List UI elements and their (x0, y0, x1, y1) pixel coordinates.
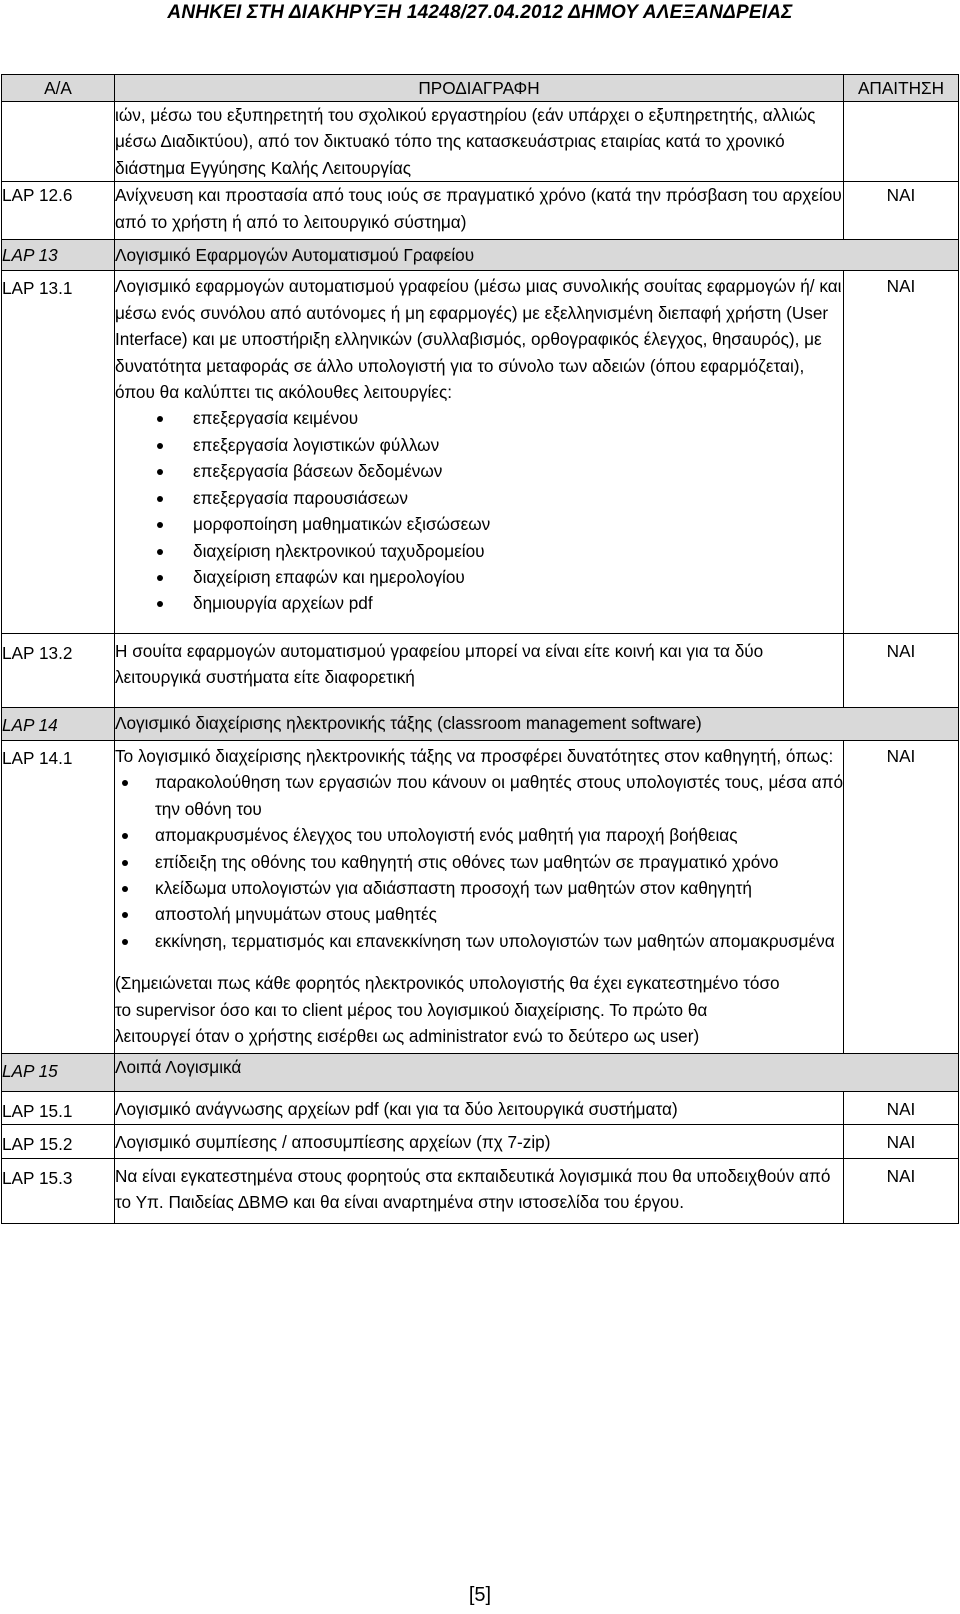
list-item: δημιουργία αρχείων pdf (115, 590, 843, 616)
section-title: Λογισμικό διαχείρισης ηλεκτρονικής τάξης (classroom management software) (115, 707, 959, 740)
list-item: διαχείριση ηλεκτρονικού ταχυδρομείου (115, 538, 843, 564)
row-description-text: Το λογισμικό διαχείρισης ηλεκτρονικής τάξης να προσφέρει δυνατότητες στον καθηγητή, όπως: (115, 745, 834, 766)
section-id: LAP 15 (2, 1054, 115, 1091)
table-row (2, 102, 959, 182)
row-id: LAP 12.6 (2, 182, 115, 240)
list-item: επεξεργασία παρουσιάσεων (115, 485, 843, 511)
table-row (2, 633, 959, 707)
row-id: LAP 14.1 (2, 740, 115, 1053)
table-row (2, 1125, 959, 1158)
row-description: Ανίχνευση και προστασία από τους ιούς σε πραγματικό χρόνο (κατά την πρόσβαση του αρχείου από το χρήστη ή από το λειτουργικό σύστημα) (115, 182, 844, 240)
row-requirement: ΝΑΙ (844, 740, 959, 1053)
column-header-requirement: ΑΠΑΙΤΗΣΗ (844, 75, 959, 102)
column-header-id: Α/Α (2, 75, 115, 102)
section-row (2, 240, 959, 271)
table-row (2, 271, 959, 633)
row-description: Η σουίτα εφαρμογών αυτοματισμού γραφείου μπορεί να είναι είτε κοινή και για τα δύο λειτουργικά συστήματα είτε διαφορετική (115, 633, 844, 707)
table-header-row (2, 75, 959, 102)
row-requirement: ΝΑΙ (844, 182, 959, 240)
row-description: Λογισμικό ανάγνωσης αρχείων pdf (και για τα δύο λειτουργικά συστήματα) (115, 1091, 844, 1124)
list-item: επεξεργασία λογιστικών φύλλων (115, 432, 843, 458)
section-title: Λοιπά Λογισμικά (115, 1054, 959, 1091)
section-title: Λογισμικό Εφαρμογών Αυτοματισμού Γραφείου (115, 240, 959, 271)
specification-table (1, 74, 959, 1224)
row-requirement: ΝΑΙ (844, 633, 959, 707)
list-item: επεξεργασία βάσεων δεδομένων (115, 458, 843, 484)
row-id (2, 102, 115, 182)
section-id: LAP 14 (2, 707, 115, 740)
list-item: εκκίνηση, τερματισμός και επανεκκίνηση των υπολογιστών των μαθητών απομακρυσμένα (115, 928, 843, 954)
section-row (2, 1054, 959, 1091)
list-item: αποστολή μηνυμάτων στους μαθητές (115, 901, 843, 927)
column-header-spec: ΠΡΟΔΙΑΓΡΑΦΗ (115, 75, 844, 102)
row-id: LAP 15.1 (2, 1091, 115, 1124)
row-description: Να είναι εγκατεστημένα στους φορητούς στα εκπαιδευτικά λογισμικά που θα υποδειχθούν από το Υπ. Παιδείας ΔΒΜΘ και θα είναι αναρτημένα στην ιστοσελίδα του έργου. (115, 1158, 844, 1224)
table-row (2, 1158, 959, 1224)
row-description: Λογισμικό συμπίεσης / αποσυμπίεσης αρχείων (πχ 7-zip) (115, 1125, 844, 1158)
row-requirement: ΝΑΙ (844, 1125, 959, 1158)
row-description (115, 740, 844, 1053)
list-item: κλείδωμα υπολογιστών για αδιάσπαστη προσοχή των μαθητών στον καθηγητή (115, 875, 843, 901)
list-item: μορφοποίηση μαθηματικών εξισώσεων (115, 511, 843, 537)
row-description: ιών, μέσω του εξυπηρετητή του σχολικού εργαστηρίου (εάν υπάρχει ο εξυπηρετητής, αλλιώς μέσω Διαδικτύου), από τον δικτυακό τόπο της κατασκευάστριας εταιρίας κατά το χρονικό διάστημα Εγγύησης Καλής Λειτουργίας (115, 102, 844, 182)
feature-list (115, 769, 843, 954)
list-item: απομακρυσμένος έλεγχος του υπολογιστή ενός μαθητή για παροχή βοήθειας (115, 822, 843, 848)
table-row (2, 740, 959, 1053)
row-requirement: ΝΑΙ (844, 1091, 959, 1124)
row-id: LAP 13.1 (2, 271, 115, 633)
list-item: παρακολούθηση των εργασιών που κάνουν οι μαθητές στους υπολογιστές τους, μέσα από την οθόνη του (115, 769, 843, 822)
row-note: (Σημειώνεται πως κάθε φορητός ηλεκτρονικός υπολογιστής θα έχει εγκατεστημένο τόσο το supervisor όσο και το client μέρος του λογισμικού διαχείρισης. Το πρώτο θα λειτουργεί όταν ο χρήστης εισέρθει ως administrator ενώ το δεύτερο ως user) (115, 973, 780, 1046)
page-number: [5] (468, 1584, 492, 1606)
row-id: LAP 15.3 (2, 1158, 115, 1224)
row-requirement: ΝΑΙ (844, 1158, 959, 1224)
section-id: LAP 13 (2, 240, 115, 271)
feature-list (115, 405, 843, 616)
document-header: ΑΝΗΚΕΙ ΣΤΗ ΔΙΑΚΗΡΥΞΗ 14248/27.04.2012 ΔΗΜΟΥ ΑΛΕΞΑΝΔΡΕΙΑΣ (167, 2, 793, 23)
list-item: επίδειξη της οθόνης του καθηγητή στις οθόνες των μαθητών σε πραγματικό χρόνο (115, 849, 843, 875)
row-id: LAP 15.2 (2, 1125, 115, 1158)
table-row (2, 182, 959, 240)
list-item: διαχείριση επαφών και ημερολογίου (115, 564, 843, 590)
section-row (2, 707, 959, 740)
table-row (2, 1091, 959, 1124)
list-item: επεξεργασία κειμένου (115, 405, 843, 431)
row-description (115, 271, 844, 633)
row-description-text: Λογισμικό εφαρμογών αυτοματισμού γραφείου (μέσω μιας συνολικής σουίτας εφαρμογών ή/ και μέσω ενός συνόλου από αυτόνομες ή μη εφαρμογές) με εξελληνισμένη διεπαφή χρήστη (User Interface) και με υποστήριξη ελληνικών (συλλαβισμός, ορθογραφικός έλεγχος, θησαυρός), με δυνατότητα μεταφοράς σε άλλο υπολογιστή για το σύνολο των αδειών (όπου εφαρμόζεται), όπου θα καλύπτει τις ακόλουθες λειτουργίες: (115, 276, 842, 403)
row-requirement (844, 102, 959, 182)
row-id: LAP 13.2 (2, 633, 115, 707)
row-requirement: ΝΑΙ (844, 271, 959, 633)
